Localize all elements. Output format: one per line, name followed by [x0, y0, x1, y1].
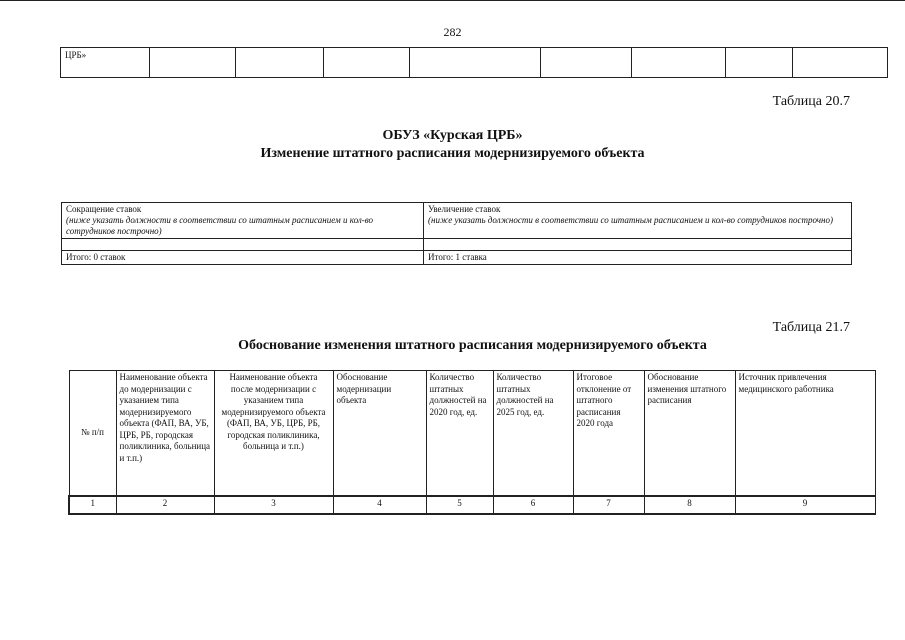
table-cell	[541, 48, 632, 78]
section-title: Изменение штатного расписания модернизируемого объекта	[260, 146, 645, 161]
column-number: 7	[573, 496, 644, 514]
org-title: ОБУЗ «Курская ЦРБ»	[382, 128, 523, 143]
column-number: 1	[69, 496, 116, 514]
column-number: 6	[493, 496, 573, 514]
table-row	[62, 251, 852, 265]
justification-table	[68, 370, 876, 515]
total-cell: Итого: 0 ставок	[62, 251, 424, 265]
page-number: 282	[443, 25, 462, 39]
top-border	[0, 0, 905, 1]
total-cell: Итого: 1 ставка	[424, 251, 852, 265]
table-cell	[150, 48, 236, 78]
section-title: Обоснование изменения штатного расписания модернизируемого объекта	[238, 338, 707, 353]
column-hint: (ниже указать должности в соответствии со штатным расписанием и кол-во сотрудников построчно)	[66, 215, 374, 236]
number-row	[69, 496, 875, 514]
table-cell	[793, 48, 888, 78]
table-cell	[62, 239, 424, 251]
table-label: Таблица 21.7	[772, 320, 850, 335]
table-cell	[410, 48, 541, 78]
table-label: Таблица 20.7	[772, 94, 850, 109]
column-header: Наименование объекта после модернизации с указанием типа модернизируемого объекта (ФАП, ВА, УБ, ЦРБ, РБ, городская поликлиника, больница и т.п.)	[214, 371, 333, 497]
column-header: № п/п	[69, 371, 116, 497]
column-number: 5	[426, 496, 493, 514]
table-row	[62, 239, 852, 251]
column-header: Источник привлечения медицинского работника	[735, 371, 875, 497]
table-cell	[424, 203, 852, 239]
column-number: 8	[644, 496, 735, 514]
table-row	[61, 48, 888, 78]
table-cell	[236, 48, 324, 78]
table-cell	[62, 203, 424, 239]
table-cell	[324, 48, 410, 78]
table-row	[62, 203, 852, 239]
column-hint: (ниже указать должности в соответствии со штатным расписанием и кол-во сотрудников построчно)	[428, 215, 833, 225]
column-header: Сокращение ставок	[66, 204, 142, 214]
column-number: 9	[735, 496, 875, 514]
column-header: Увеличение ставок	[428, 204, 501, 214]
column-header: Обоснование изменения штатного расписания	[644, 371, 735, 497]
column-number: 4	[333, 496, 426, 514]
table-cell	[424, 239, 852, 251]
column-number: 3	[214, 496, 333, 514]
column-header: Количество штатных должностей на 2025 год, ед.	[493, 371, 573, 497]
table-cell	[632, 48, 726, 78]
column-header: Итоговое отклонение от штатного расписания 2020 года	[573, 371, 644, 497]
column-header: Обоснование модернизации объекта	[333, 371, 426, 497]
column-header: Наименование объекта до модернизации с указанием типа модернизируемого объекта (ФАП, ВА, УБ, ЦРБ, РБ, городская поликлиника, больница и т.п.)	[116, 371, 214, 497]
table-cell: ЦРБ»	[61, 48, 150, 78]
header-row	[69, 371, 875, 497]
column-header: Количество штатных должностей на 2020 год, ед.	[426, 371, 493, 497]
continuation-table	[60, 47, 888, 78]
staff-change-table	[61, 202, 852, 265]
table-cell	[726, 48, 793, 78]
column-number: 2	[116, 496, 214, 514]
